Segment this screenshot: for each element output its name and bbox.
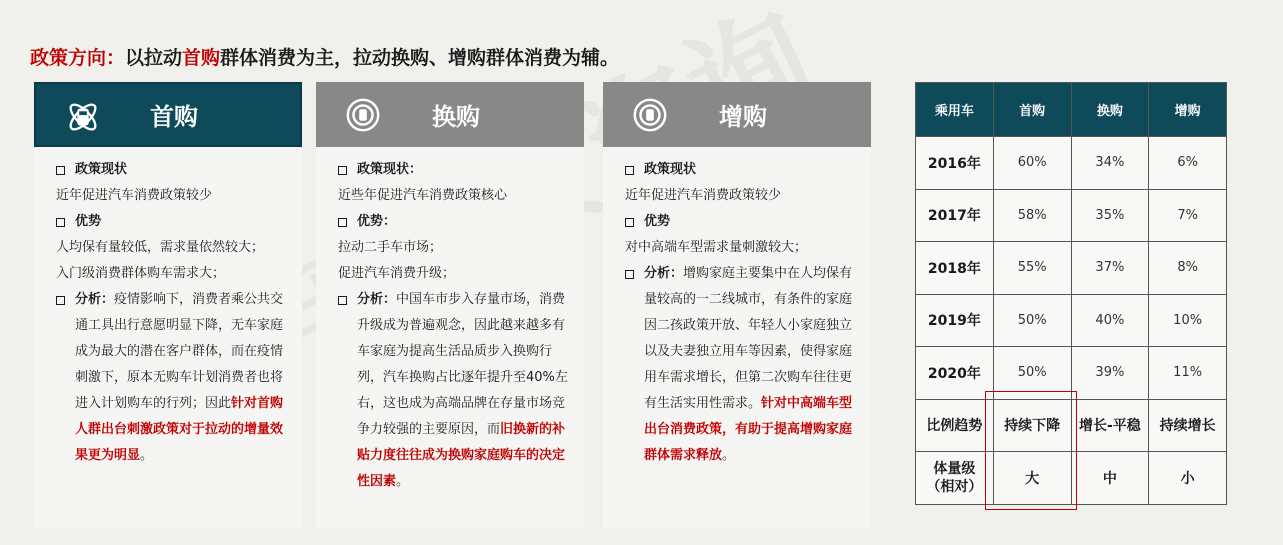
table-cell: 8%: [1149, 242, 1227, 295]
card-replacement-purchase: [316, 82, 584, 528]
table-cell: 50%: [993, 347, 1071, 400]
table-cell: 40%: [1071, 294, 1149, 347]
card-additional-purchase: [603, 82, 871, 528]
table-cell: 55%: [993, 242, 1071, 295]
advantage-text: 对中高端车型需求量刺激较大；: [625, 240, 808, 255]
table-row: [916, 242, 1227, 295]
bullet-box-icon: [625, 218, 634, 227]
table-cell: 10%: [1149, 294, 1227, 347]
atom-car-icon: [64, 98, 102, 136]
table-header: 换购: [1071, 83, 1149, 137]
bullet-box-icon: [338, 166, 347, 175]
bullet-box-icon: [338, 296, 347, 305]
table-header: 乘用车: [916, 83, 994, 137]
bullet-box-icon: [625, 166, 634, 175]
table-cell: 中: [1071, 452, 1149, 505]
table-cell: 大: [993, 452, 1071, 505]
table-header-row: [916, 83, 1227, 137]
advantage-text: 入门级消费群体购车需求大；: [56, 266, 226, 281]
table-header: 增购: [1149, 83, 1227, 137]
table-cell: 11%: [1149, 347, 1227, 400]
advantage-text: 人均保有量较低，需求量依然较大；: [56, 240, 265, 255]
bullet-box-icon: [56, 296, 65, 305]
section-status: 政策现状：: [338, 157, 584, 183]
table-cell: 58%: [993, 189, 1071, 242]
status-text: 近年促进汽车消费政策较少: [625, 188, 782, 203]
bullet-box-icon: [56, 218, 65, 227]
card-content: [34, 147, 302, 469]
table-cell: 35%: [1071, 189, 1149, 242]
title-mid: 以拉动: [125, 47, 183, 69]
status-text: 近年促进汽车消费政策较少: [56, 188, 213, 203]
row-label: 2016年: [916, 137, 994, 190]
card-header: [316, 82, 584, 147]
table-header: 首购: [993, 83, 1071, 137]
page-title: [30, 43, 619, 70]
advantage-text: 拉动二手车市场；: [338, 240, 443, 255]
title-highlight: 首购: [182, 47, 221, 69]
row-label: 体量级 （相对）: [916, 452, 994, 505]
table-cell: 7%: [1149, 189, 1227, 242]
card-header: [34, 82, 302, 147]
section-advantage: 优势: [625, 209, 871, 235]
advantage-text: 促进汽车消费升级；: [338, 266, 456, 281]
row-label: 2019年: [916, 294, 994, 347]
highlight-box: [985, 391, 1077, 510]
table-cell: 增长-平稳: [1071, 399, 1149, 452]
row-label: 2018年: [916, 242, 994, 295]
analysis-text: 分析：中国车市步入存量市场，消费升级成为普遍观念，因此越来越多有车家庭为提高生活品质步入换购行列，汽车换购占比逐年提升至40%左右，这也成为高端品牌在存量市场竞争力较强的主要原因，而旧换新的补贴力度往往成为换购家庭购车的决定性因素。: [357, 292, 568, 489]
title-rest: 群体消费为主，拉动换购、增购群体消费为辅。: [220, 47, 620, 69]
table-cell: 持续增长: [1149, 399, 1227, 452]
table-cell: 小: [1149, 452, 1227, 505]
table-row: [916, 137, 1227, 190]
card-title: 换购: [432, 103, 480, 131]
section-advantage: 优势：: [338, 209, 584, 235]
card-content: [603, 147, 871, 469]
table-cell: 50%: [993, 294, 1071, 347]
section-analysis: [338, 287, 584, 495]
title-prefix: 政策方向：: [30, 47, 126, 69]
table-row: [916, 294, 1227, 347]
analysis-text: 分析：增购家庭主要集中在人均保有量较高的一二线城市，有条件的家庭因二孩政策开放、年轻人小家庭独立以及夫妻独立用车等因素，使得家庭用车需求增长，但第二次购车往往更有生活实用性需求。针对中高端车型出台消费政策，有助于提高增购家庭群体需求释放。: [644, 266, 853, 463]
section-analysis: [56, 287, 302, 469]
target-car-icon: [631, 96, 669, 134]
table-cell: 39%: [1071, 347, 1149, 400]
row-label: 2020年: [916, 347, 994, 400]
card-title: 首购: [150, 103, 198, 131]
section-analysis: [625, 261, 871, 469]
target-car-icon: [344, 96, 382, 134]
table-cell: 持续下降: [993, 399, 1071, 452]
section-status: 政策现状: [625, 157, 871, 183]
analysis-text: 分析：疫情影响下，消费者乘公共交通工具出行意愿明显下降，无车家庭成为最大的潜在客户群体，而在疫情刺激下，原本无购车计划消费者也将进入计划购车的行列；因此针对首购人群出台刺激政策对于拉动的增量效果更为明显。: [75, 292, 284, 463]
bullet-box-icon: [56, 166, 65, 175]
row-label: 比例趋势: [916, 399, 994, 452]
table-cell: 6%: [1149, 137, 1227, 190]
section-status: 政策现状: [56, 157, 302, 183]
bullet-box-icon: [625, 270, 634, 279]
section-advantage: 优势: [56, 209, 302, 235]
card-header: [603, 82, 871, 147]
table-row: [916, 189, 1227, 242]
card-title: 增购: [719, 103, 767, 131]
status-text: 近些年促进汽车消费政策核心: [338, 188, 508, 203]
row-label: 2017年: [916, 189, 994, 242]
card-content: [316, 147, 584, 495]
table-cell: 34%: [1071, 137, 1149, 190]
bullet-box-icon: [338, 218, 347, 227]
card-first-purchase: [34, 82, 302, 528]
table-cell: 37%: [1071, 242, 1149, 295]
table-cell: 60%: [993, 137, 1071, 190]
